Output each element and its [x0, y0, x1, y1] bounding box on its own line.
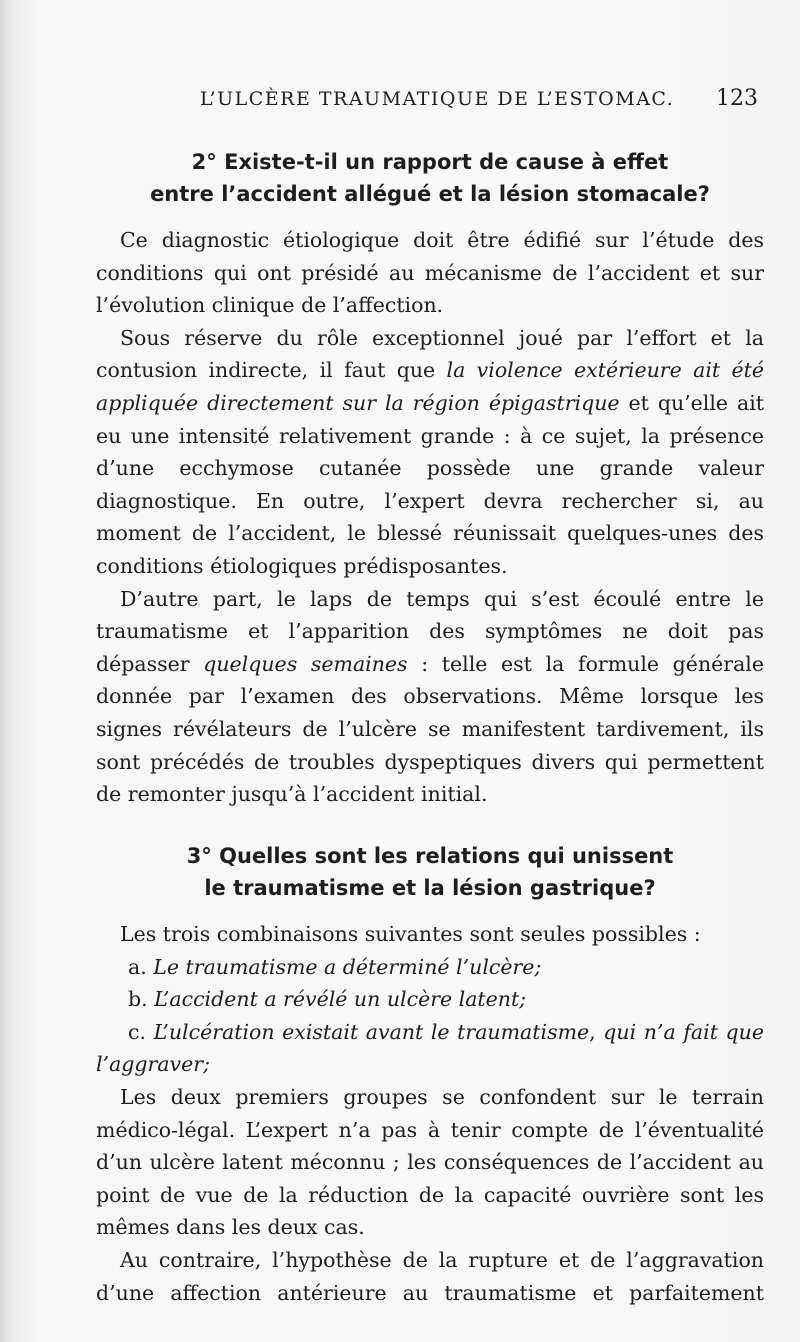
section-2-heading-line1: 2° Existe-t-il un rapport de cause à effet — [191, 150, 669, 174]
section-2-heading-line2: entre l’accident allégué et la lésion stomacale? — [150, 182, 710, 206]
section-3-heading-line1: 3° Quelles sont les relations qui unissent — [186, 844, 674, 868]
page-header — [200, 88, 760, 118]
list-item-a — [96, 951, 764, 984]
paragraph-diagnostic: Ce diagnostic étiologique doit être édifié sur l’étude des conditions qui ont présidé au mécanisme de l’accident et sur l’évolution clinique de l’affection. — [96, 228, 764, 318]
list-item-c-text-a: L’ulcération existait avant le traumatisme — [153, 1019, 590, 1044]
section-3 — [96, 840, 764, 1309]
list-item-b-text: L’accident a révélé un ulcère latent; — [154, 987, 527, 1012]
section-3-heading — [96, 840, 764, 904]
section-3-heading-line2: le traumatisme et la lésion gastrique? — [204, 876, 656, 900]
paragraph-combinaisons: Les trois combinaisons suivantes sont seules possibles : — [120, 922, 701, 946]
paragraph-au-contraire: Au contraire, l’hypothèse de la rupture et de l’aggravation d’une affection antérieure au traumatisme et parfaitement — [96, 1247, 764, 1305]
list-item-c-marker: c. — [128, 1019, 154, 1044]
list-item-a-marker: a. — [128, 954, 154, 979]
list-item-b — [96, 983, 764, 1016]
section-2-heading — [96, 146, 764, 210]
page-number: 123 — [716, 86, 758, 111]
paragraph-deux-premiers-groupes: Les deux premiers groupes se confondent sur le terrain médico-légal. L’expert n’a pas à tenir compte de l’éventualité d’un ulcère latent méconnu ; les conséquences de l’accident au point de vue de la réduction de la capacité ouvrière sont les mêmes dans les deux cas. — [96, 1084, 764, 1240]
paragraph-reserve-text-b: et qu’elle ait eu une intensité relativement grande : à ce sujet, la présence d’une ecchymose cutanée possède une grande valeur diagnostique. En outre, l’expert devra rechercher si, au moment de l’accident, le blessé réunissait quelques-unes des conditions étiologiques prédisposantes. — [96, 390, 764, 578]
section-2 — [96, 146, 764, 811]
paragraph-reserve — [96, 322, 764, 583]
list-item-c-text-b: qui n’a fait que l’aggraver; — [96, 1019, 764, 1077]
list-item-b-marker: b. — [128, 987, 155, 1012]
paragraph-laps-text-a: D’autre part, le laps de temps qui s’est écoulé entre le traumatisme et l’apparition des symptômes ne doit pas dépasser — [96, 586, 764, 676]
list-item-c — [96, 1016, 764, 1081]
paragraph-reserve-text-a: Sous réserve du rôle exceptionnel joué par l’effort et la contusion indirecte, il faut que — [96, 325, 764, 383]
running-head: L’ULCÈRE TRAUMATIQUE DE L’ESTOMAC. — [200, 88, 675, 110]
paragraph-laps-de-temps — [96, 583, 764, 811]
paragraph-reserve-emphasis: la violence extérieure ait été appliquée directement sur la région épigastrique — [96, 358, 764, 415]
list-item-c-separator: , — [589, 1019, 604, 1044]
paragraph-laps-text-b: : telle est la formule générale donnée par l’examen des observations. Même lorsque les signes révélateurs de l’ulcère se manifestent tardivement, ils sont précédés de troubles dyspeptiques divers qui permettent de remonter jusqu’à l’accident initial. — [96, 651, 764, 807]
paragraph-laps-emphasis: quelques semaines — [203, 651, 408, 676]
list-item-a-text: Le traumatisme a déterminé l’ulcère; — [153, 954, 542, 979]
